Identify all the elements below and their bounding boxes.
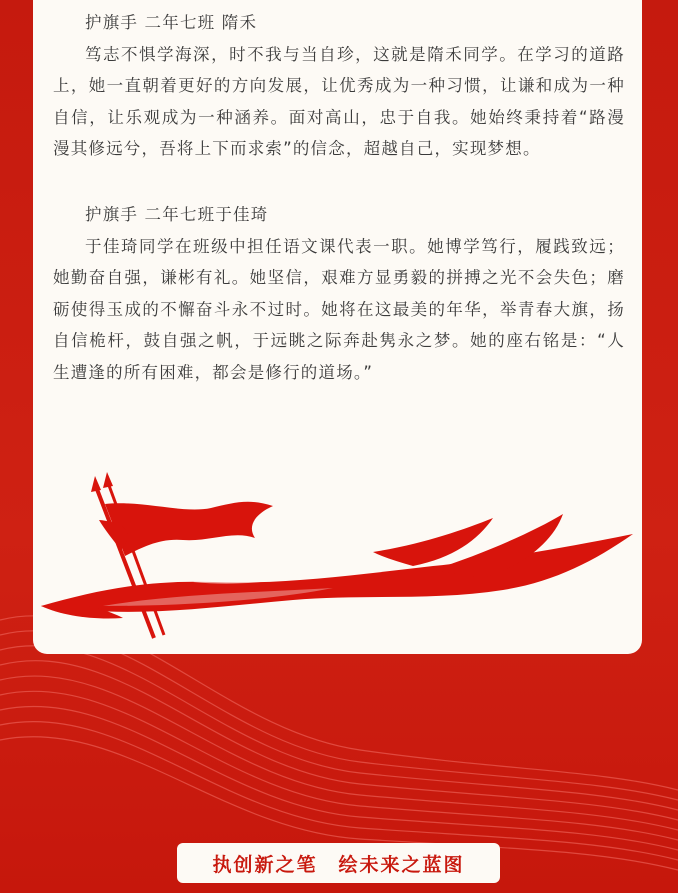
slogan-banner [177, 843, 500, 883]
entry-heading: 护旗手 二年七班 隋禾 [85, 13, 258, 32]
red-flag-icon [33, 470, 642, 654]
slogan-text: 执创新之笔 绘未来之蓝图 [212, 853, 465, 876]
entry-heading: 护旗手 二年七班于佳琦 [85, 205, 269, 224]
content-card [33, 0, 642, 654]
entry-body: 于佳琦同学在班级中担任语文课代表一职。她博学笃行，履践致远；她勤奋自强，谦彬有礼。她坚信，艰难方显勇毅的拼搏之光不会失色；磨砺使得玉成的不懈奋斗永不过时。她将在这最美的年华，举青春大旗，扬自信桅杆，鼓自强之帆，于远眺之际奔赴隽永之梦。她的座右铭是：“人生遭逢的所有困难，都会是修行的道场。” [53, 236, 625, 382]
entry-yu-jiaqi [53, 199, 625, 388]
entry-sui-he [53, 7, 625, 165]
entry-body: 笃志不惧学海深，时不我与当自珍，这就是隋禾同学。在学习的道路上，她一直朝着更好的方向发展，让优秀成为一种习惯，让谦和成为一种自信，让乐观成为一种涵养。面对高山，忠于自我。她始终秉持着“路漫漫其修远兮，吾将上下而求索”的信念，超越自己，实现梦想。 [53, 44, 625, 158]
